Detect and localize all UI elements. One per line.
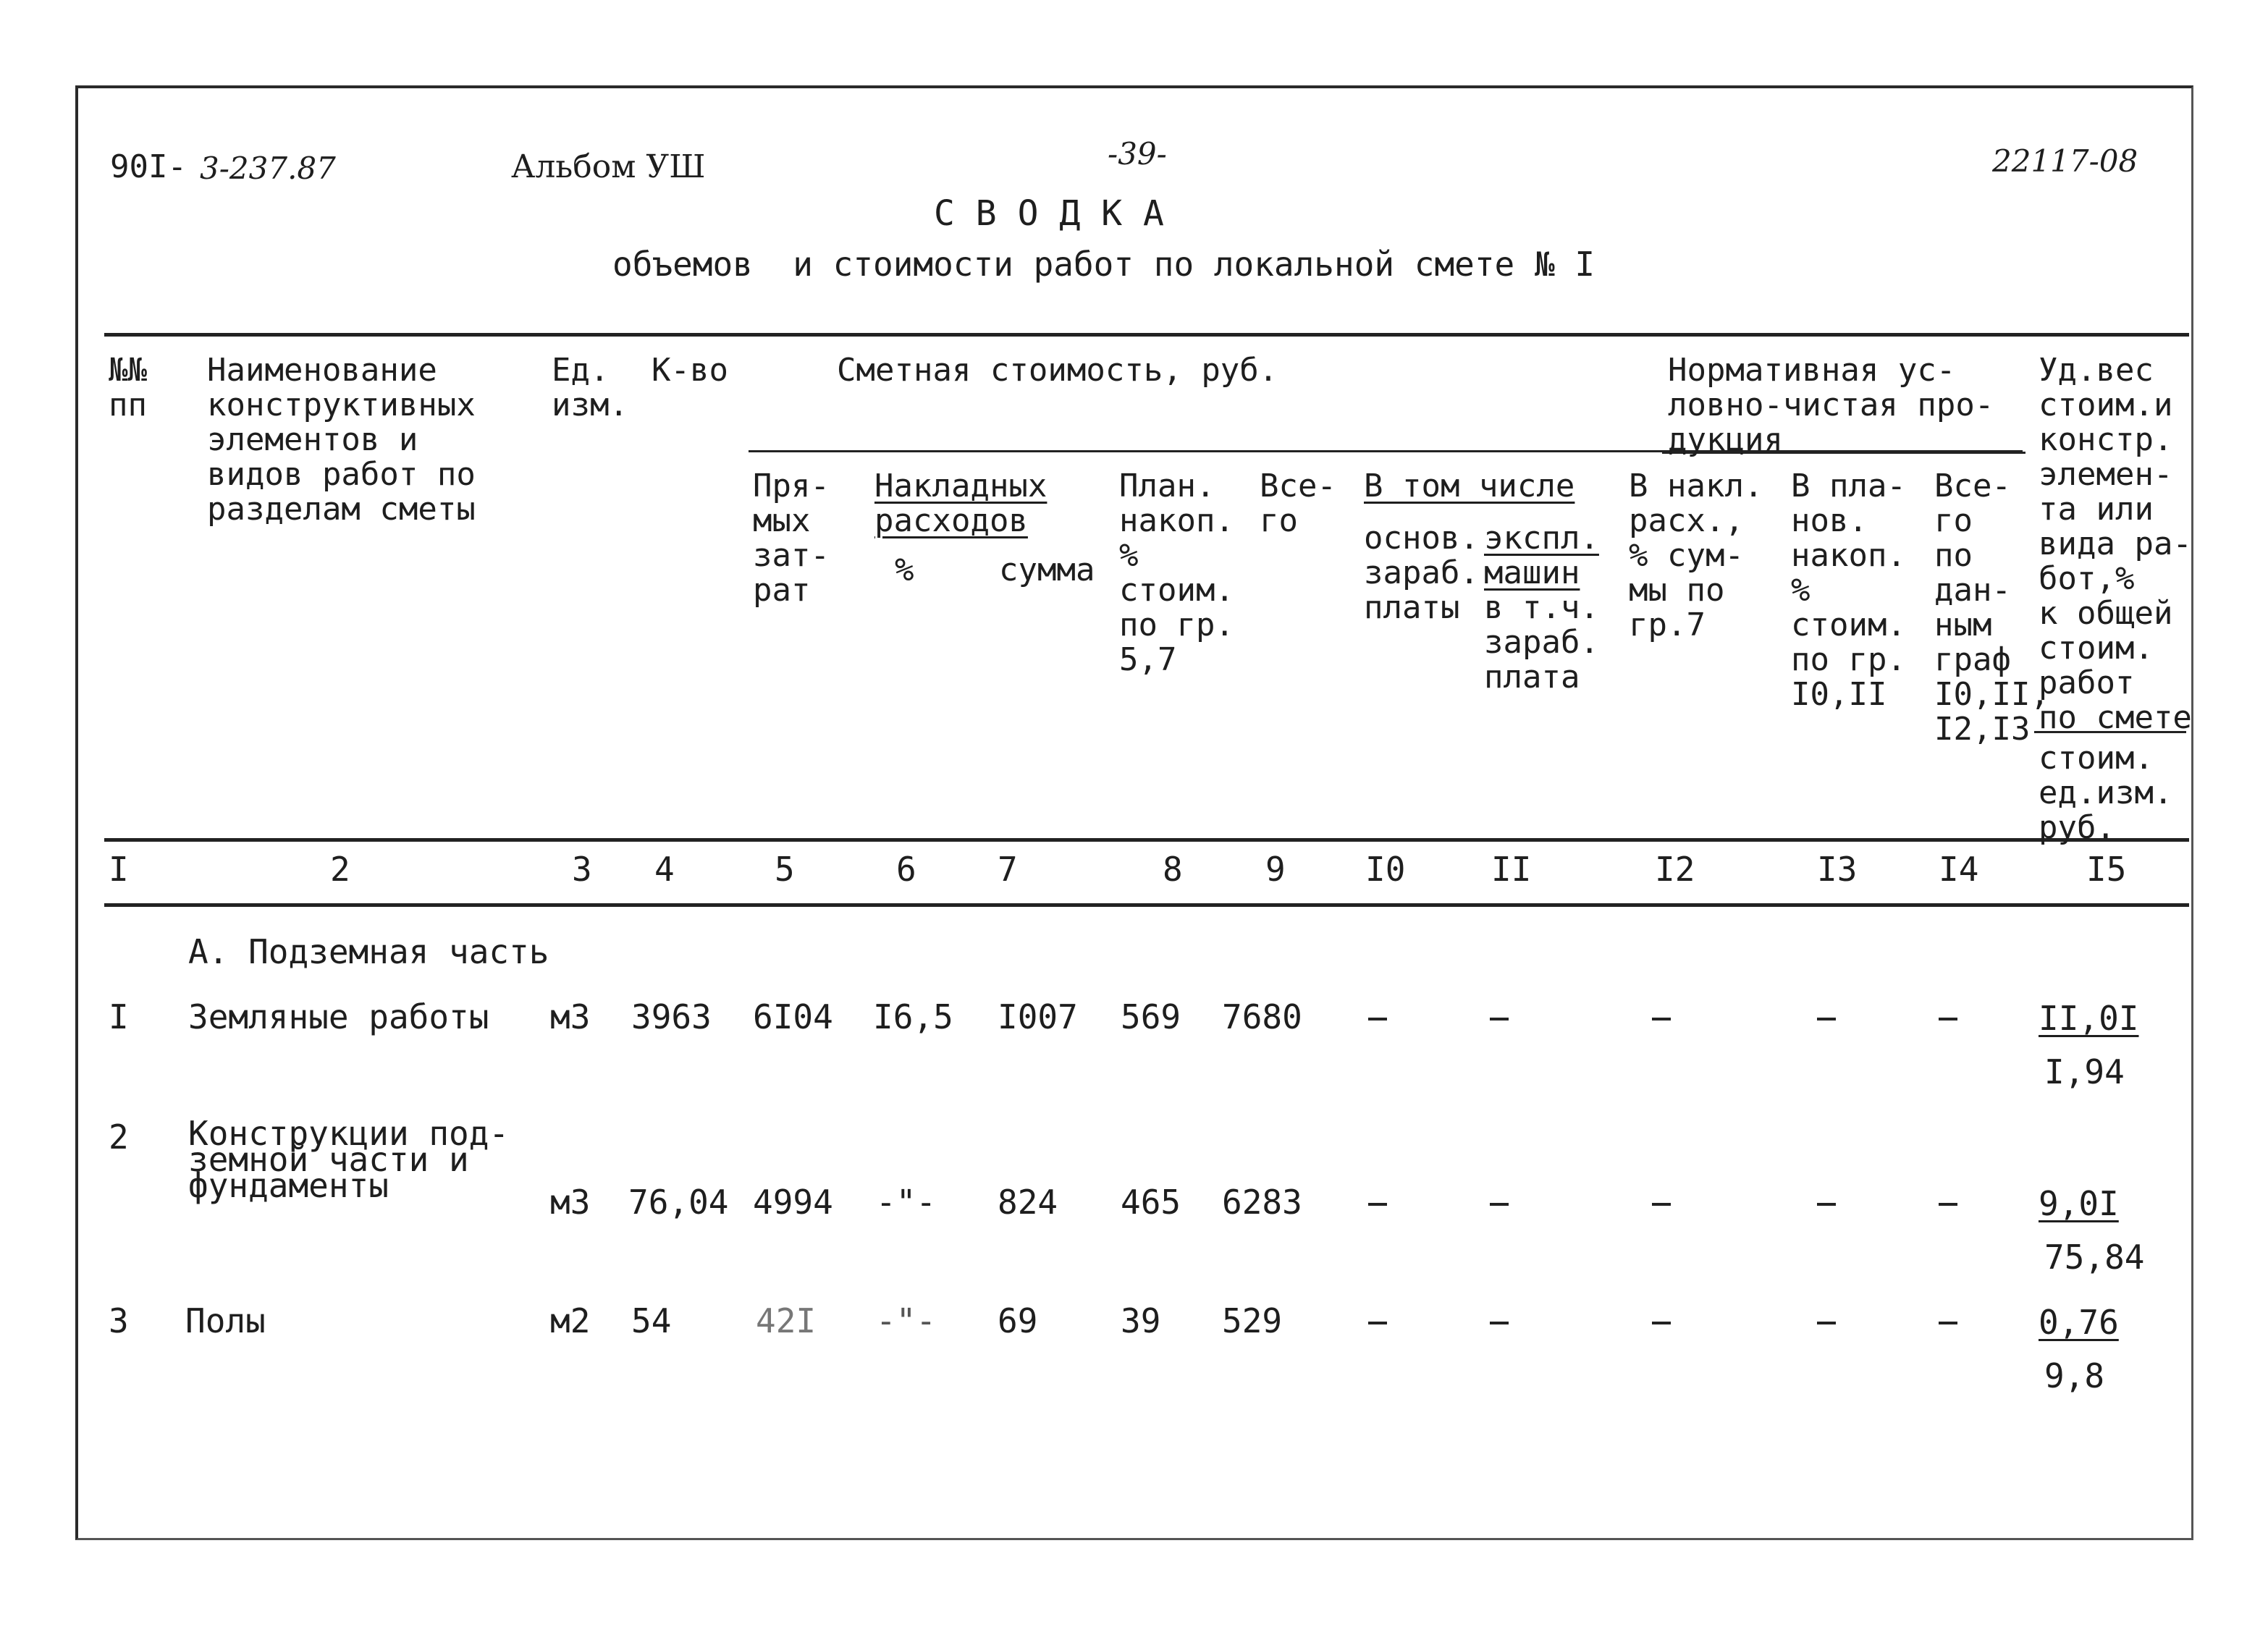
row-3-plan: 39 [1121, 1301, 1161, 1340]
header-col-direct: Пря- мых зат- рат [753, 468, 830, 609]
row-2-norm-overhead-dash [1652, 1203, 1671, 1206]
doc-code-prefix: 90I- [110, 148, 187, 185]
header-col-wages: основ. зараб. платы [1364, 520, 1479, 626]
row-2-wages-dash [1368, 1203, 1387, 1206]
row-3-norm-plan-dash [1817, 1322, 1836, 1324]
row-2-share: 9,0I [2039, 1184, 2119, 1223]
col-number: 2 [330, 850, 350, 889]
row-1-name: Земляные работы [188, 997, 489, 1036]
doc-code-handwritten: 3-237.87 [200, 151, 336, 186]
row-2-machines-dash [1490, 1203, 1509, 1206]
col-number: 5 [775, 850, 795, 889]
row-3-total: 529 [1222, 1301, 1283, 1340]
header-col-norm-plan: В пла- нов. накоп. % стоим. по гр. I0,II [1791, 468, 1906, 713]
header-col-unit-cost: стоим. ед.изм. руб. [2039, 740, 2173, 846]
row-2-norm-total-dash [1939, 1203, 1957, 1206]
row-3-norm-overhead-dash [1652, 1322, 1671, 1324]
row-1-norm-plan-dash [1817, 1018, 1836, 1020]
row-2-unit-cost: 75,84 [2044, 1238, 2145, 1277]
header-col-overhead-sum: сумма [999, 552, 1095, 588]
header-col-norm-total: Все- го по дан- ным граф I0,II, I2,I3 [1934, 468, 2049, 748]
row-1-unit: м3 [550, 997, 591, 1036]
row-1-share: II,0I [2039, 999, 2139, 1038]
header-bottom-rule [104, 838, 2189, 842]
row-3-direct: 42I [756, 1301, 817, 1340]
col-number: I3 [1817, 850, 1858, 889]
row-2-name: Конструкции под- земной части и фундаменты [188, 1114, 510, 1205]
col-number: I5 [2086, 850, 2127, 889]
row-2-total: 6283 [1222, 1183, 1302, 1222]
header-col-machines: экспл. машин [1484, 520, 1599, 591]
col-number: 6 [896, 850, 916, 889]
row-2-plan: 465 [1121, 1183, 1181, 1222]
page-subtitle: объемов и стоимости работ по локальной смете № I [612, 245, 1595, 284]
header-col-total: Все- го [1260, 468, 1336, 539]
header-col-machines-wages: в т.ч. зараб. плата [1484, 589, 1599, 696]
row-2-unit: м3 [550, 1183, 591, 1222]
row-2-direct: 4994 [753, 1183, 833, 1222]
col-numbers-bottom-rule [104, 903, 2189, 907]
col-number: 3 [572, 850, 592, 889]
row-1-unit-cost: I,94 [2044, 1052, 2125, 1091]
row-3-unit-cost: 9,8 [2044, 1356, 2105, 1395]
col-number: 4 [654, 850, 675, 889]
header-col-name: Наименование конструктивных элементов и видов работ по разделам сметы [207, 352, 476, 528]
row-2-norm-plan-dash [1817, 1203, 1836, 1206]
table-top-rule [104, 333, 2189, 337]
row-2-no: 2 [109, 1117, 129, 1157]
row-3-name: Полы [185, 1301, 266, 1340]
header-col-unit: Ед. изм. [552, 352, 628, 423]
header-col-no: №№ пп [109, 352, 147, 423]
header-group-incl: В том числе [1364, 468, 1575, 504]
row-3-machines-dash [1490, 1322, 1509, 1324]
row-1-no: I [109, 997, 129, 1036]
row-3-qty: 54 [631, 1301, 672, 1340]
row-1-norm-overhead-dash [1652, 1018, 1671, 1020]
row-3-share: 0,76 [2039, 1303, 2119, 1342]
row-1-direct: 6I04 [753, 997, 833, 1036]
col-number: II [1491, 850, 1532, 889]
col-number: 7 [998, 850, 1018, 889]
col-number: I4 [1939, 850, 1979, 889]
row-1-wages-dash [1368, 1018, 1387, 1020]
header-group-cost: Сметная стоимость, руб. [837, 352, 1278, 389]
header-col-share: Уд.вес стоим.и констр. элемен- та или вида ра- бот,% к общей стоим. работ по смете [2039, 352, 2192, 736]
header-group-overhead: Накладных расходов [874, 468, 1047, 539]
row-1-plan: 569 [1121, 997, 1181, 1036]
row-3-unit: м2 [550, 1301, 591, 1340]
row-3-no: 3 [109, 1301, 129, 1340]
album-label: Альбом УШ [511, 148, 706, 185]
doc-number: 22117-08 [1992, 143, 2138, 179]
row-1-overhead-pct: I6,5 [873, 997, 953, 1036]
row-1-total: 7680 [1222, 997, 1302, 1036]
row-3-norm-total-dash [1939, 1322, 1957, 1324]
header-col-qty: К-во [652, 352, 728, 389]
row-2-overhead-pct: -"- [876, 1183, 937, 1222]
row-2-qty: 76,04 [628, 1183, 729, 1222]
row-1-norm-total-dash [1939, 1018, 1957, 1020]
row-1-qty: 3963 [631, 997, 712, 1036]
row-3-wages-dash [1368, 1322, 1387, 1324]
col-number: 8 [1163, 850, 1183, 889]
header-col-norm-overhead: В накл. расх., % сум- мы по гр.7 [1629, 468, 1763, 643]
page-number: -39- [1108, 136, 1167, 172]
row-3-overhead-sum: 69 [998, 1301, 1038, 1340]
col-number: 9 [1265, 850, 1286, 889]
header-group-norm: Нормативная ус- ловно-чистая про- дукция [1668, 352, 1994, 458]
row-1-overhead-sum: I007 [998, 997, 1078, 1036]
header-col-overhead-pct: % [895, 552, 914, 588]
section-heading: А. Подземная часть [188, 932, 549, 971]
page-title: С В О Д К А [934, 193, 1164, 234]
row-2-overhead-sum: 824 [998, 1183, 1058, 1222]
header-col-plan: План. накоп. % стоим. по гр. 5,7 [1119, 468, 1234, 678]
row-1-machines-dash [1490, 1018, 1509, 1020]
col-number: I0 [1365, 850, 1406, 889]
col-number: I2 [1655, 850, 1695, 889]
col-number: I [109, 850, 129, 889]
row-3-overhead-pct: -"- [876, 1301, 937, 1340]
